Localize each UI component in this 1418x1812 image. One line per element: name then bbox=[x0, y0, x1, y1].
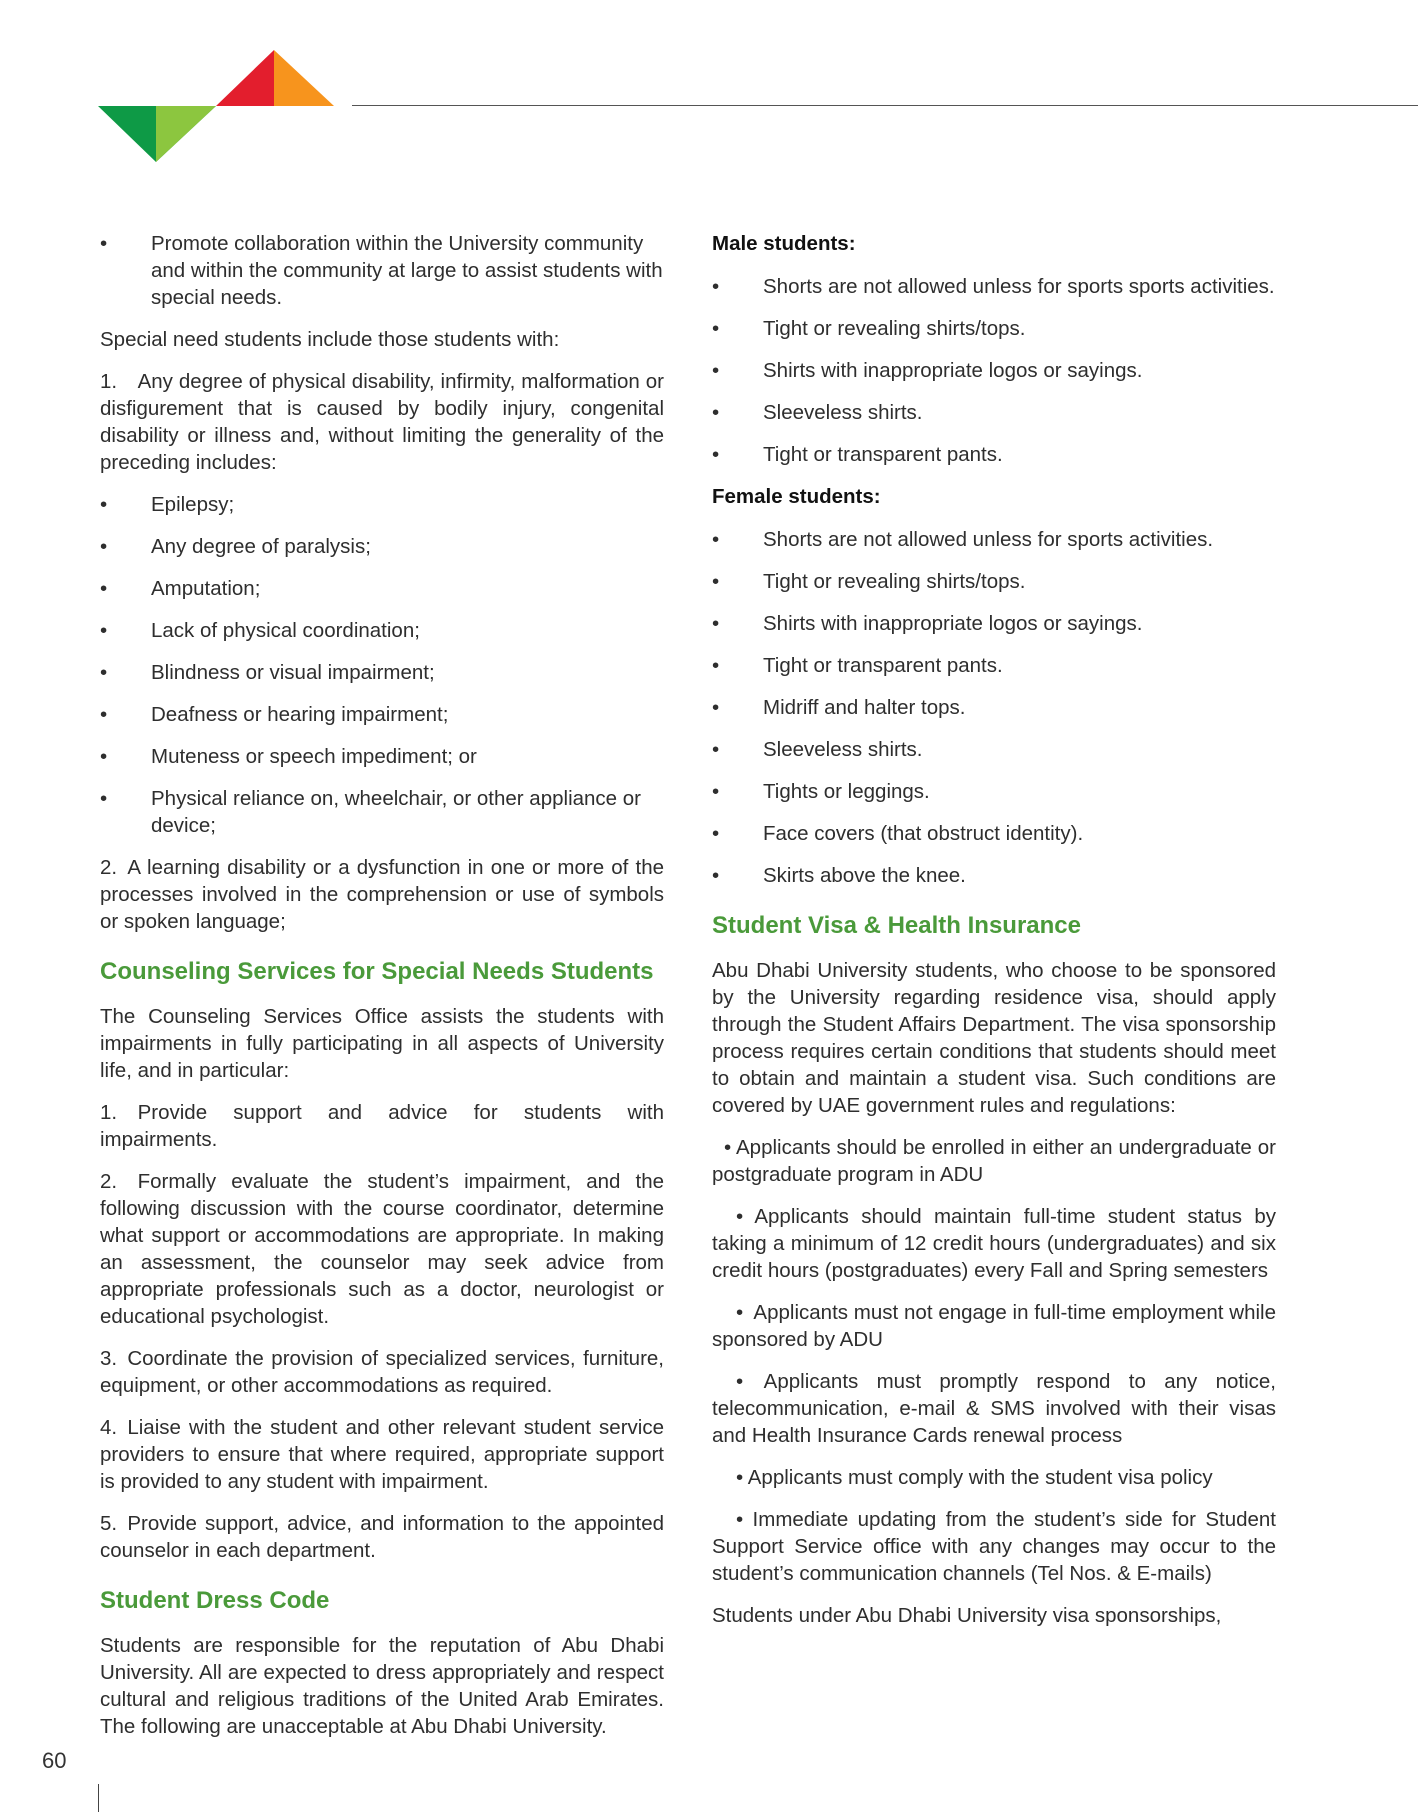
list-item: • Shorts are not allowed unless for sports sports activities. bbox=[712, 273, 1276, 300]
special-needs-intro: Special need students include those students with: bbox=[100, 328, 560, 351]
list-item: • Deafness or hearing impairment; bbox=[100, 701, 664, 728]
list-item: • Tight or revealing shirts/tops. bbox=[712, 315, 1276, 342]
page-number: 60 bbox=[42, 1748, 67, 1773]
visa-heading: Student Visa & Health Insurance bbox=[712, 912, 1081, 939]
list-item: • Shirts with inappropriate logos or sayings. bbox=[712, 357, 1276, 384]
visa-intro: Abu Dhabi University students, who choose to be sponsored by the University regarding residence visa, should apply through the Student Affairs Department. The visa sponsorship process requires certain conditions that students should meet to obtain and maintain a student visa. Such conditions are covered by UAE government rules and regulations: bbox=[712, 959, 1276, 1117]
list-item: • Sleeveless shirts. bbox=[712, 399, 1276, 426]
conditions-list bbox=[100, 491, 664, 839]
male-students-heading: Male students: bbox=[712, 232, 856, 255]
list-item: • Shirts with inappropriate logos or sayings. bbox=[712, 610, 1276, 637]
counseling-item: 1. Provide support and advice for students with impairments. bbox=[100, 1101, 664, 1151]
list-item: • Promote collaboration within the University community and within the community at large to assist students with special needs. bbox=[100, 230, 664, 311]
list-item: • Tight or transparent pants. bbox=[712, 652, 1276, 679]
list-item: • Lack of physical coordination; bbox=[100, 617, 664, 644]
header-rule bbox=[352, 105, 1418, 106]
visa-condition: • Applicants must comply with the student visa policy bbox=[736, 1466, 1213, 1489]
list-item: • Physical reliance on, wheelchair, or other appliance or device; bbox=[100, 785, 664, 839]
visa-condition: • Applicants must not engage in full-time employment while sponsored by ADU bbox=[712, 1301, 1276, 1351]
list-item: • Epilepsy; bbox=[100, 491, 664, 518]
list-item: • Tights or leggings. bbox=[712, 778, 1276, 805]
visa-closing: Students under Abu Dhabi University visa sponsorships, bbox=[712, 1604, 1222, 1627]
footer-rule bbox=[98, 1784, 99, 1812]
logo-green-light-triangle bbox=[156, 106, 216, 162]
visa-condition: • Immediate updating from the student’s side for Student Support Service office with any changes may occur to the student’s communication channels (Tel Nos. & E-mails) bbox=[712, 1508, 1276, 1585]
counseling-item: 5. Provide support, advice, and information to the appointed counselor in each department. bbox=[100, 1512, 664, 1562]
counseling-item: 3. Coordinate the provision of specialized services, furniture, equipment, or other accommodations as required. bbox=[100, 1347, 664, 1397]
triangle-logo-icon bbox=[98, 50, 334, 162]
numbered-item-1: 1. Any degree of physical disability, infirmity, malformation or disfigurement that is caused by bodily injury, congenital disability or illness and, without limiting the generality of the preceding includes: bbox=[100, 370, 664, 474]
numbered-item-2: 2. A learning disability or a dysfunction in one or more of the processes involved in the comprehension or use of symbols or spoken language; bbox=[100, 856, 664, 933]
counseling-intro: The Counseling Services Office assists the students with impairments in fully participating in all aspects of University life, and in particular: bbox=[100, 1005, 664, 1082]
list-item: • Face covers (that obstruct identity). bbox=[712, 820, 1276, 847]
list-item: • Blindness or visual impairment; bbox=[100, 659, 664, 686]
visa-condition: • Applicants should be enrolled in either an undergraduate or postgraduate program in ADU bbox=[712, 1136, 1276, 1186]
list-item: • Tight or transparent pants. bbox=[712, 441, 1276, 468]
female-dress-list bbox=[712, 526, 1276, 889]
male-dress-list bbox=[712, 273, 1276, 468]
counseling-item: 2. Formally evaluate the student’s impairment, and the following discussion with the course coordinator, determine what support or accommodations are appropriate. In making an assessment, the counselor may seek advice from appropriate professionals such as a doctor, neurologist or educational psychologist. bbox=[100, 1170, 664, 1328]
list-item: • Sleeveless shirts. bbox=[712, 736, 1276, 763]
list-item: • Muteness or speech impediment; or bbox=[100, 743, 664, 770]
list-item: • Any degree of paralysis; bbox=[100, 533, 664, 560]
list-item: • Midriff and halter tops. bbox=[712, 694, 1276, 721]
dress-code-intro: Students are responsible for the reputation of Abu Dhabi University. All are expected to dress appropriately and respect cultural and religious traditions of the United Arab Emirates. The following are unacceptable at Abu Dhabi University. bbox=[100, 1634, 664, 1738]
female-students-heading: Female students: bbox=[712, 485, 881, 508]
list-item: • Skirts above the knee. bbox=[712, 862, 1276, 889]
counseling-heading: Counseling Services for Special Needs Students bbox=[100, 958, 654, 985]
left-column bbox=[100, 230, 664, 1755]
list-item: • Shorts are not allowed unless for sports activities. bbox=[712, 526, 1276, 553]
logo-red-triangle bbox=[216, 50, 274, 106]
intro-bullet-list bbox=[100, 230, 664, 311]
list-item: • Tight or revealing shirts/tops. bbox=[712, 568, 1276, 595]
list-item: • Amputation; bbox=[100, 575, 664, 602]
right-column bbox=[712, 230, 1276, 1644]
visa-condition: • Applicants should maintain full-time student status by taking a minimum of 12 credit hours (undergraduates) and six credit hours (postgraduates) every Fall and Spring semesters bbox=[712, 1205, 1276, 1282]
logo-orange-triangle bbox=[274, 50, 334, 106]
dress-code-heading: Student Dress Code bbox=[100, 1587, 330, 1614]
visa-condition: • Applicants must promptly respond to any notice, telecommunication, e-mail & SMS involved with their visas and Health Insurance Cards renewal process bbox=[712, 1370, 1276, 1447]
counseling-item: 4. Liaise with the student and other relevant student service providers to ensure that where required, appropriate support is provided to any student with impairment. bbox=[100, 1416, 664, 1493]
